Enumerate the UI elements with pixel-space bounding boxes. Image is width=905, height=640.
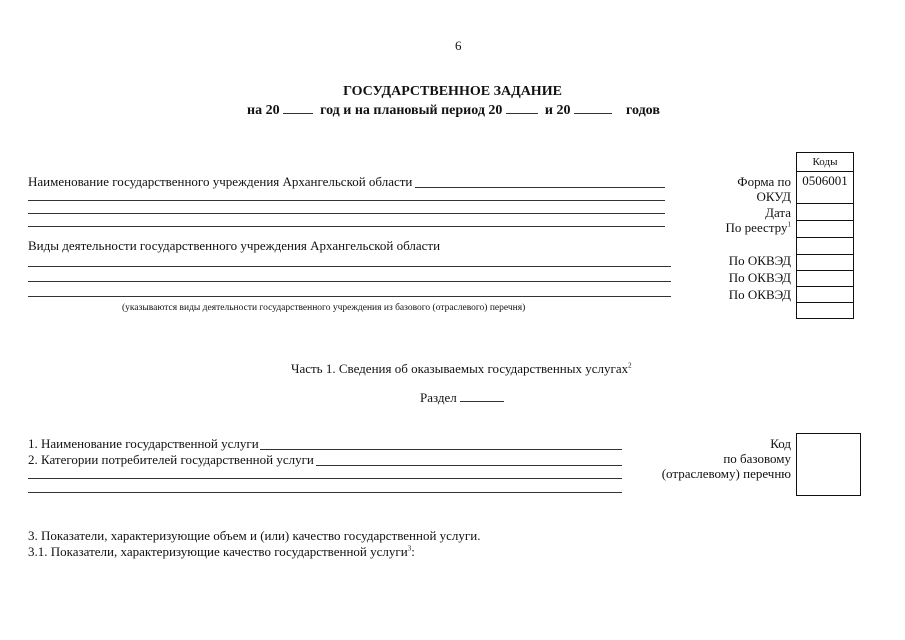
activities-label: Виды деятельности государственного учреждения Архангельской области xyxy=(28,238,441,253)
form-code-cell[interactable]: 0506001 xyxy=(797,172,853,204)
quality-indicators-text: 3.1. Показатели, характеризующие качество государственной услуги xyxy=(28,544,408,559)
date-cell[interactable] xyxy=(797,204,853,221)
institution-name-line xyxy=(415,187,665,188)
document-title: ГОСУДАРСТВЕННОЕ ЗАДАНИЕ xyxy=(343,84,562,99)
okved-label-2: По ОКВЭД xyxy=(728,270,791,285)
quality-indicators-colon: : xyxy=(411,544,415,559)
part1-footnote: 2 xyxy=(628,361,632,370)
institution-name-label: Наименование государственного учреждения Архангельской области xyxy=(28,174,413,189)
registry-footnote: 1 xyxy=(787,220,791,229)
form-label: Форма по xyxy=(737,174,791,189)
code-label-3: (отраслевому) перечню xyxy=(661,466,791,481)
activities-line-2 xyxy=(28,281,671,282)
consumers-label: 2. Категории потребителей государственной услуги xyxy=(28,452,314,467)
codes-table xyxy=(796,152,854,319)
service-name-line xyxy=(260,449,622,450)
okud-label: ОКУД xyxy=(756,189,791,204)
service-name-label: 1. Наименование государственной услуги xyxy=(28,436,259,451)
document-subtitle xyxy=(247,103,660,119)
institution-name-line-3 xyxy=(28,213,665,214)
subtitle-part2: год и на плановый период 20 xyxy=(320,103,503,118)
year-blank-1 xyxy=(283,103,313,114)
okved-label-3: По ОКВЭД xyxy=(728,287,791,302)
activities-note: (указываются виды деятельности государственного учреждения из базового (отраслевого) перечня) xyxy=(122,303,526,313)
consumers-line-2 xyxy=(28,478,622,479)
activities-line-3 xyxy=(28,296,671,297)
section-label-text: Раздел xyxy=(420,390,457,405)
registry-label xyxy=(690,220,791,236)
extra-code-cell[interactable] xyxy=(797,303,853,318)
indicators-heading: 3. Показатели, характеризующие объем и (или) качество государственной услуги. xyxy=(28,528,481,543)
empty-code-cell[interactable] xyxy=(797,238,853,255)
codes-header: Коды xyxy=(797,153,853,172)
quality-indicators-heading xyxy=(28,544,415,560)
registry-label-text: По реестру xyxy=(725,220,788,235)
part1-heading xyxy=(291,361,632,377)
registry-cell[interactable] xyxy=(797,221,853,238)
subtitle-part4: годов xyxy=(625,103,660,118)
year-blank-2 xyxy=(506,103,538,114)
code-label-1: Код xyxy=(770,436,791,451)
consumers-line xyxy=(316,465,622,466)
okved-cell-1[interactable] xyxy=(797,255,853,271)
okved-label-1: По ОКВЭД xyxy=(728,253,791,268)
consumers-line-3 xyxy=(28,492,622,493)
year-blank-3 xyxy=(574,103,612,114)
page-number: 6 xyxy=(455,38,462,53)
part1-heading-text: Часть 1. Сведения об оказываемых государственных услугах xyxy=(291,361,629,376)
section-label xyxy=(420,390,504,406)
okved-cell-3[interactable] xyxy=(797,287,853,303)
quality-footnote: 3 xyxy=(407,544,412,553)
basic-list-code-box[interactable] xyxy=(796,433,861,496)
code-label-2: по базовому xyxy=(723,451,791,466)
subtitle-part3: и 20 xyxy=(544,103,571,118)
activities-line-1 xyxy=(28,266,671,267)
okved-cell-2[interactable] xyxy=(797,271,853,287)
institution-name-line-4 xyxy=(28,226,665,227)
subtitle-part1: на 20 xyxy=(247,103,280,118)
date-label: Дата xyxy=(765,205,791,220)
institution-name-line-2 xyxy=(28,200,665,201)
section-number-blank xyxy=(460,391,504,402)
